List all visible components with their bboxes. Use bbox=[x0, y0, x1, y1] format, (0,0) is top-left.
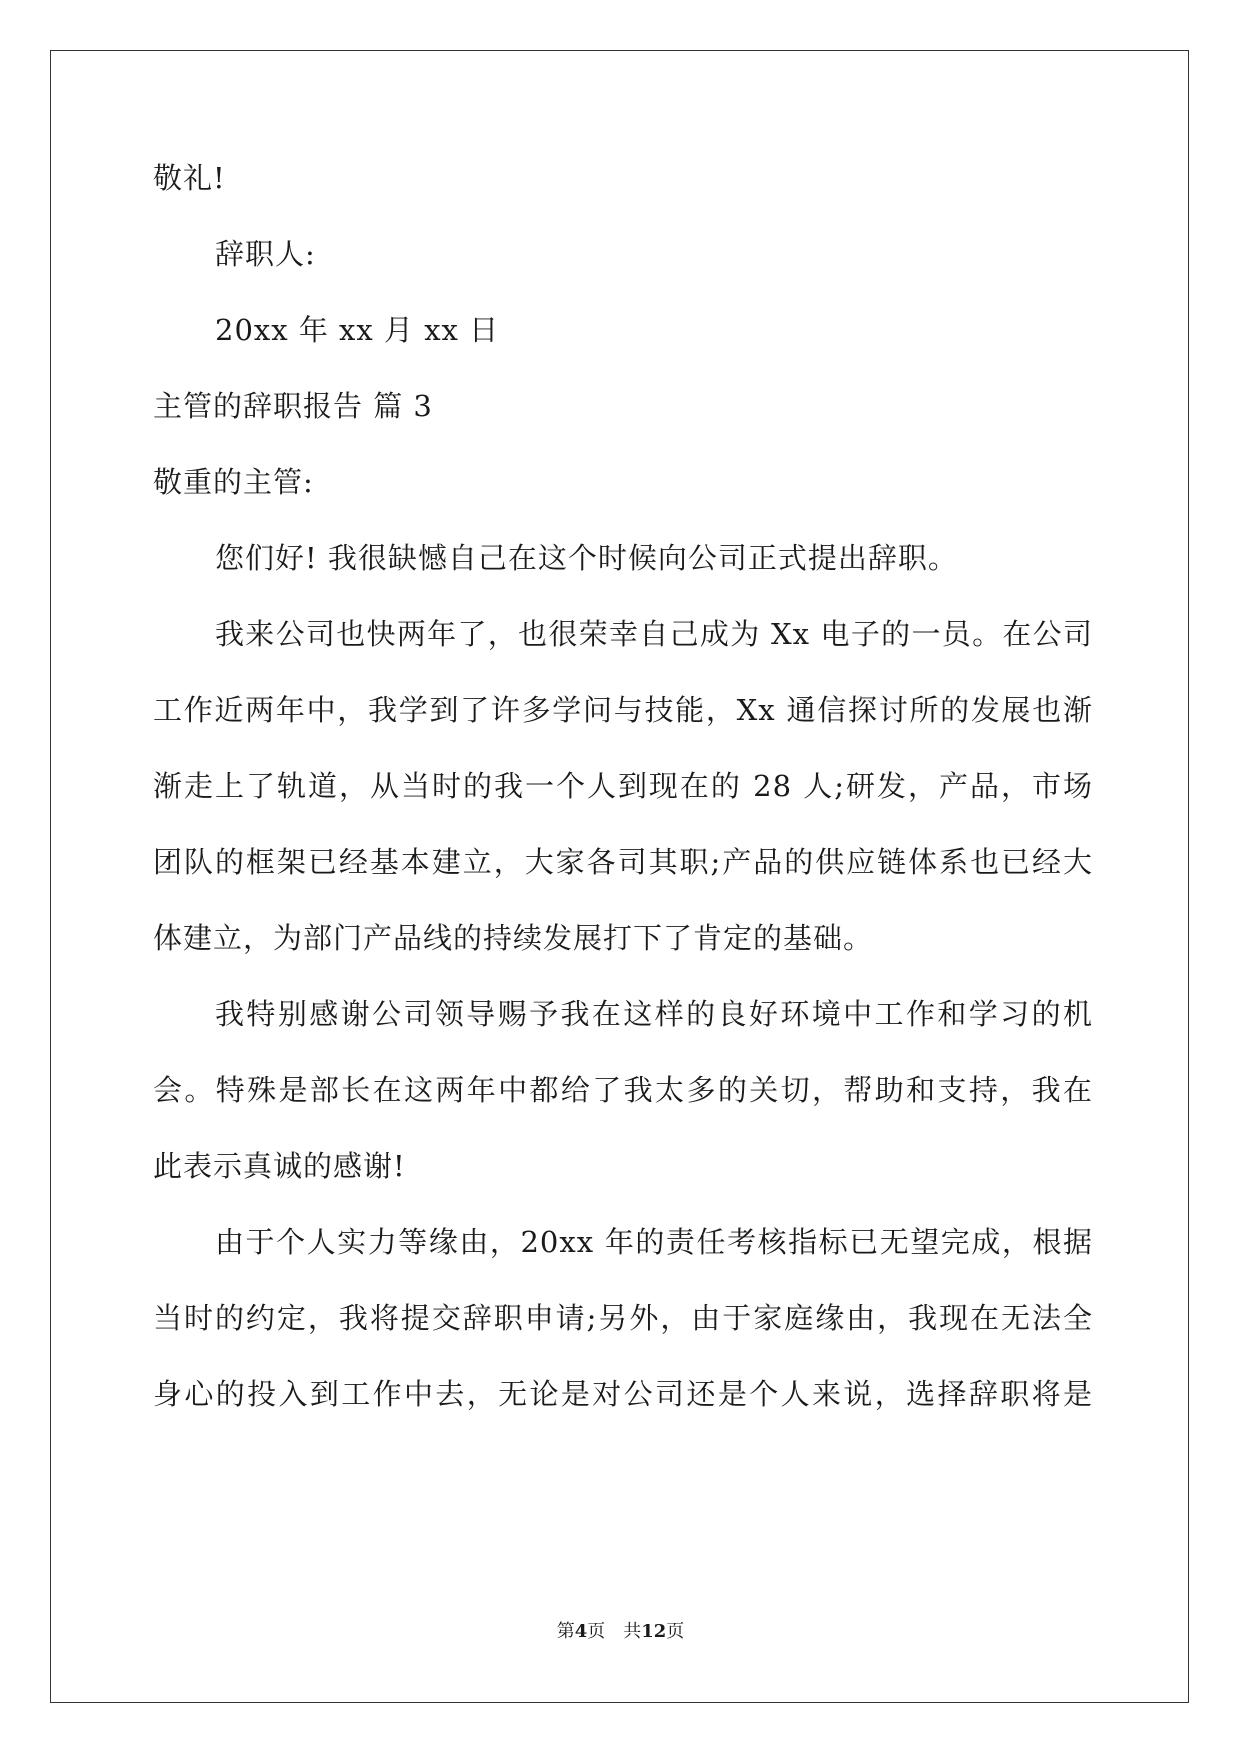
paragraph-line: 会。特殊是部长在这两年中都给了我太多的关切，帮助和支持，我在 bbox=[153, 1073, 1093, 1107]
footer-page-suffix: 页 bbox=[666, 1621, 685, 1642]
paragraph-line: 由于个人实力等缘由，20xx 年的责任考核指标已无望完成，根据 bbox=[215, 1225, 1093, 1259]
paragraph-line: 我特别感谢公司领导赐予我在这样的良好环境中工作和学习的机 bbox=[215, 997, 1093, 1031]
paragraph-line: 工作近两年中，我学到了许多学问与技能，Xx 通信探讨所的发展也渐 bbox=[153, 693, 1093, 727]
paragraph-line: 团队的框架已经基本建立，大家各司其职;产品的供应链体系也已经大 bbox=[153, 845, 1093, 879]
paragraph-line: 我来公司也快两年了，也很荣幸自己成为 Xx 电子的一员。在公司 bbox=[215, 617, 1093, 651]
document-body bbox=[153, 160, 1093, 1452]
closing-salutation: 敬礼! bbox=[153, 161, 226, 195]
page-footer bbox=[0, 1617, 1241, 1643]
paragraph-line: 此表示真诚的感谢! bbox=[153, 1149, 406, 1183]
signature-label: 辞职人: bbox=[215, 237, 316, 271]
footer-page-total: 12 bbox=[641, 1621, 667, 1642]
footer-page-prefix: 第 bbox=[556, 1621, 575, 1642]
paragraph-line: 身心的投入到工作中去，无论是对公司还是个人来说，选择辞职将是 bbox=[153, 1377, 1093, 1411]
paragraph-line: 当时的约定，我将提交辞职申请;另外，由于家庭缘由，我现在无法全 bbox=[153, 1301, 1093, 1335]
footer-page-current: 4 bbox=[574, 1621, 588, 1642]
paragraph-line: 体建立，为部门产品线的持续发展打下了肯定的基础。 bbox=[153, 921, 874, 955]
paragraph-line: 渐走上了轨道，从当时的我一个人到现在的 28 人;研发，产品，市场 bbox=[153, 769, 1093, 803]
greeting: 敬重的主管: bbox=[153, 465, 314, 499]
paragraph-line: 您们好! 我很缺憾自己在这个时候向公司正式提出辞职。 bbox=[215, 541, 958, 575]
date-line: 20xx 年 xx 月 xx 日 bbox=[215, 313, 500, 347]
footer-page-mid: 页 共 bbox=[587, 1621, 642, 1642]
section-heading: 主管的辞职报告 篇 3 bbox=[153, 389, 433, 423]
